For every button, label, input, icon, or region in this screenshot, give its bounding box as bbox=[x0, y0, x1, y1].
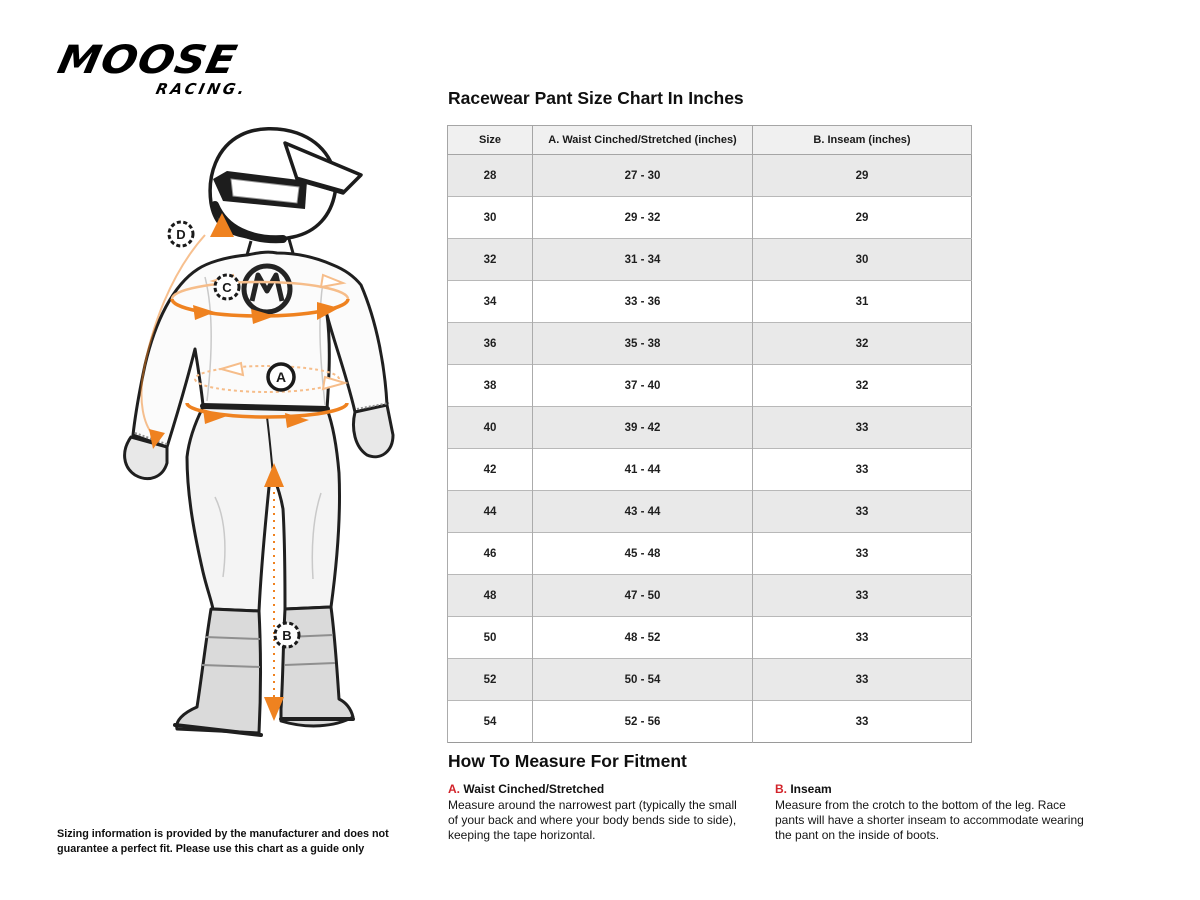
waist-cell: 47 - 50 bbox=[533, 575, 753, 617]
table-row bbox=[448, 617, 972, 659]
size-cell: 28 bbox=[448, 155, 533, 197]
waist-cell: 45 - 48 bbox=[533, 533, 753, 575]
inseam-cell: 33 bbox=[753, 533, 972, 575]
size-cell: 54 bbox=[448, 701, 533, 743]
waist-cell: 31 - 34 bbox=[533, 239, 753, 281]
table-header-row bbox=[448, 126, 972, 155]
table-row bbox=[448, 575, 972, 617]
inseam-cell: 30 bbox=[753, 239, 972, 281]
size-cell: 34 bbox=[448, 281, 533, 323]
marker-c bbox=[215, 275, 239, 299]
moose-wordmark: MOOSE bbox=[53, 38, 242, 83]
measure-item-inseam bbox=[775, 782, 1093, 843]
measure-waist-letter: A. bbox=[448, 782, 460, 796]
waistband bbox=[203, 406, 327, 409]
table-row bbox=[448, 281, 972, 323]
table-row bbox=[448, 659, 972, 701]
size-cell: 38 bbox=[448, 365, 533, 407]
size-cell: 40 bbox=[448, 407, 533, 449]
column-header-waist: A. Waist Cinched/Stretched (inches) bbox=[533, 126, 753, 155]
table-row bbox=[448, 491, 972, 533]
measure-waist-label: A. Waist Cinched/Stretched bbox=[448, 782, 605, 796]
measure-inseam-label: B. Inseam bbox=[775, 782, 832, 796]
brand-logo bbox=[53, 38, 249, 99]
table-row bbox=[448, 449, 972, 491]
inseam-cell: 29 bbox=[753, 197, 972, 239]
inseam-cell: 31 bbox=[753, 281, 972, 323]
inseam-cell: 29 bbox=[753, 155, 972, 197]
racing-wordmark: RACING. bbox=[154, 80, 249, 99]
disclaimer-text: Sizing information is provided by the manufacturer and does not guarantee a perfect fit. Please use this chart as a guide only bbox=[57, 827, 389, 855]
size-cell: 44 bbox=[448, 491, 533, 533]
marker-a bbox=[268, 364, 294, 390]
size-chart-title: Racewear Pant Size Chart In Inches bbox=[448, 88, 744, 108]
table-row bbox=[448, 533, 972, 575]
marker-d bbox=[169, 222, 193, 246]
inseam-cell: 33 bbox=[753, 407, 972, 449]
size-cell: 32 bbox=[448, 239, 533, 281]
waist-cell: 27 - 30 bbox=[533, 155, 753, 197]
waist-cell: 29 - 32 bbox=[533, 197, 753, 239]
table-row bbox=[448, 701, 972, 743]
column-header-inseam: B. Inseam (inches) bbox=[753, 126, 972, 155]
inseam-cell: 32 bbox=[753, 323, 972, 365]
size-cell: 46 bbox=[448, 533, 533, 575]
svg-text:B: B bbox=[282, 628, 292, 643]
inseam-cell: 33 bbox=[753, 575, 972, 617]
column-header-size: Size bbox=[448, 126, 533, 155]
rider-measurement-diagram bbox=[55, 116, 425, 748]
size-cell: 50 bbox=[448, 617, 533, 659]
table-row bbox=[448, 407, 972, 449]
size-cell: 48 bbox=[448, 575, 533, 617]
inseam-cell: 33 bbox=[753, 449, 972, 491]
waist-cell: 35 - 38 bbox=[533, 323, 753, 365]
rider-illustration bbox=[55, 116, 425, 748]
measure-section-title: How To Measure For Fitment bbox=[448, 751, 687, 771]
waist-cell: 37 - 40 bbox=[533, 365, 753, 407]
waist-cell: 39 - 42 bbox=[533, 407, 753, 449]
waist-cell: 52 - 56 bbox=[533, 701, 753, 743]
waist-cell: 41 - 44 bbox=[533, 449, 753, 491]
inseam-cell: 33 bbox=[753, 701, 972, 743]
table-row bbox=[448, 197, 972, 239]
inseam-cell: 32 bbox=[753, 365, 972, 407]
measure-inseam-text: Measure from the crotch to the bottom of the leg. Race pants will have a shorter inseam to accommodate wearing the pant on the inside of boots. bbox=[775, 798, 1084, 842]
measure-inseam-letter: B. bbox=[775, 782, 787, 796]
table-row bbox=[448, 155, 972, 197]
svg-text:D: D bbox=[176, 227, 186, 242]
table-row bbox=[448, 239, 972, 281]
measure-section bbox=[448, 751, 1108, 843]
size-cell: 52 bbox=[448, 659, 533, 701]
waist-cell: 43 - 44 bbox=[533, 491, 753, 533]
table-row bbox=[448, 323, 972, 365]
waist-cell: 33 - 36 bbox=[533, 281, 753, 323]
measure-item-waist bbox=[448, 782, 740, 843]
left-boot bbox=[177, 609, 261, 733]
size-cell: 30 bbox=[448, 197, 533, 239]
waist-cell: 50 - 54 bbox=[533, 659, 753, 701]
waist-cell: 48 - 52 bbox=[533, 617, 753, 659]
size-cell: 36 bbox=[448, 323, 533, 365]
table-row bbox=[448, 365, 972, 407]
inseam-cell: 33 bbox=[753, 659, 972, 701]
svg-text:A: A bbox=[275, 369, 287, 385]
size-cell: 42 bbox=[448, 449, 533, 491]
measure-waist-text: Measure around the narrowest part (typically the small of your back and where your body bends side to side), keeping the tape horizontal. bbox=[448, 798, 737, 842]
right-glove bbox=[354, 405, 394, 457]
inseam-cell: 33 bbox=[753, 617, 972, 659]
size-chart-table bbox=[447, 125, 972, 743]
marker-b bbox=[275, 623, 299, 647]
inseam-cell: 33 bbox=[753, 491, 972, 533]
svg-text:C: C bbox=[222, 280, 232, 295]
